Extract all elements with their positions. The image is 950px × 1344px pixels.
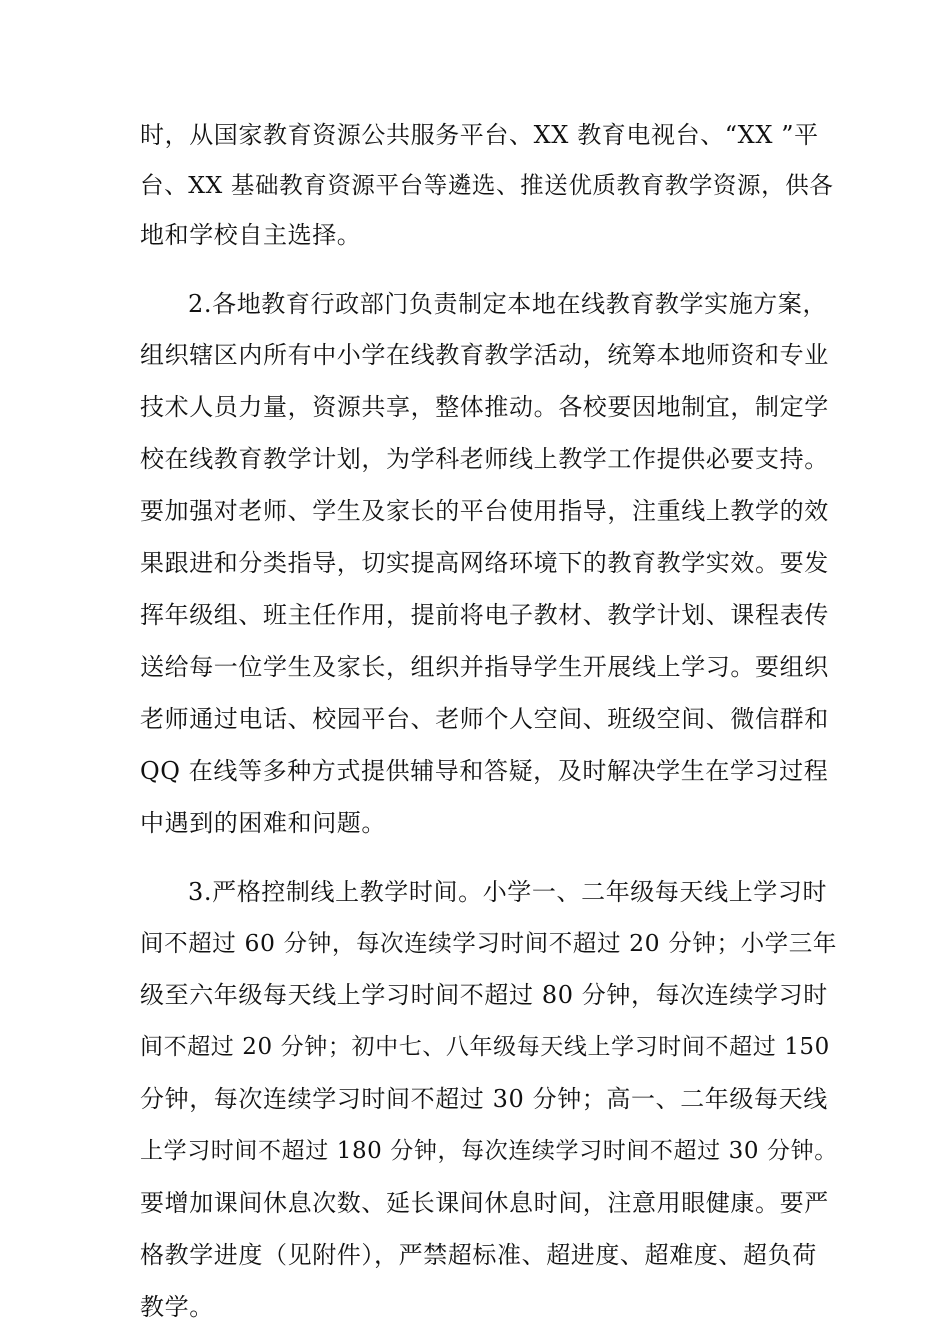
- text-line: 果跟进和分类指导，切实提高网络环境下的教育教学实效。要发: [140, 549, 829, 577]
- text-line: 上学习时间不超过 180 分钟，每次连续学习时间不超过 30 分钟。: [140, 1138, 838, 1164]
- text-line: 教学。: [140, 1293, 214, 1321]
- text-line: 老师通过电话、校园平台、老师个人空间、班级空间、微信群和: [140, 705, 829, 733]
- text-line: 时，从国家教育资源公共服务平台、XX 教育电视台、“XX ”平: [140, 121, 819, 149]
- text-line: 要增加课间休息次数、延长课间休息时间，注意用眼健康。要严: [140, 1189, 829, 1217]
- text-line: 台、XX 基础教育资源平台等遴选、推送优质教育教学资源，供各: [140, 171, 834, 199]
- text-line: 级至六年级每天线上学习时间不超过 80 分钟，每次连续学习时: [140, 981, 828, 1009]
- paragraph-2-first-line: 2.各地教育行政部门负责制定本地在线教育教学实施方案，: [188, 290, 828, 318]
- text-line: 格教学进度（见附件），严禁超标准、超进度、超难度、超负荷: [140, 1241, 817, 1269]
- text-line: 校在线教育教学计划，为学科老师线上教学工作提供必要支持。: [140, 445, 829, 473]
- text-line: 挥年级组、班主任作用，提前将电子教材、教学计划、课程表传: [140, 601, 829, 629]
- text-line: QQ 在线等多种方式提供辅导和答疑，及时解决学生在学习过程: [140, 757, 829, 785]
- text-line: 要加强对老师、学生及家长的平台使用指导，注重线上教学的效: [140, 497, 829, 525]
- text-line: 地和学校自主选择。: [140, 221, 362, 249]
- text-line: 组织辖区内所有中小学在线教育教学活动，统筹本地师资和专业: [140, 341, 829, 369]
- paragraph-3-first-line: 3.严格控制线上教学时间。小学一、二年级每天线上学习时: [188, 878, 828, 906]
- text-line: 中遇到的困难和问题。: [140, 809, 386, 837]
- text-line: 分钟，每次连续学习时间不超过 30 分钟；高一、二年级每天线: [140, 1085, 828, 1113]
- text-line: 送给每一位学生及家长，组织并指导学生开展线上学习。要组织: [140, 653, 829, 681]
- text-line: 间不超过 60 分钟，每次连续学习时间不超过 20 分钟；小学三年: [140, 929, 837, 957]
- text-line: 间不超过 20 分钟；初中七、八年级每天线上学习时间不超过 150: [140, 1034, 830, 1060]
- text-line: 技术人员力量，资源共享，整体推动。各校要因地制宜，制定学: [140, 393, 829, 421]
